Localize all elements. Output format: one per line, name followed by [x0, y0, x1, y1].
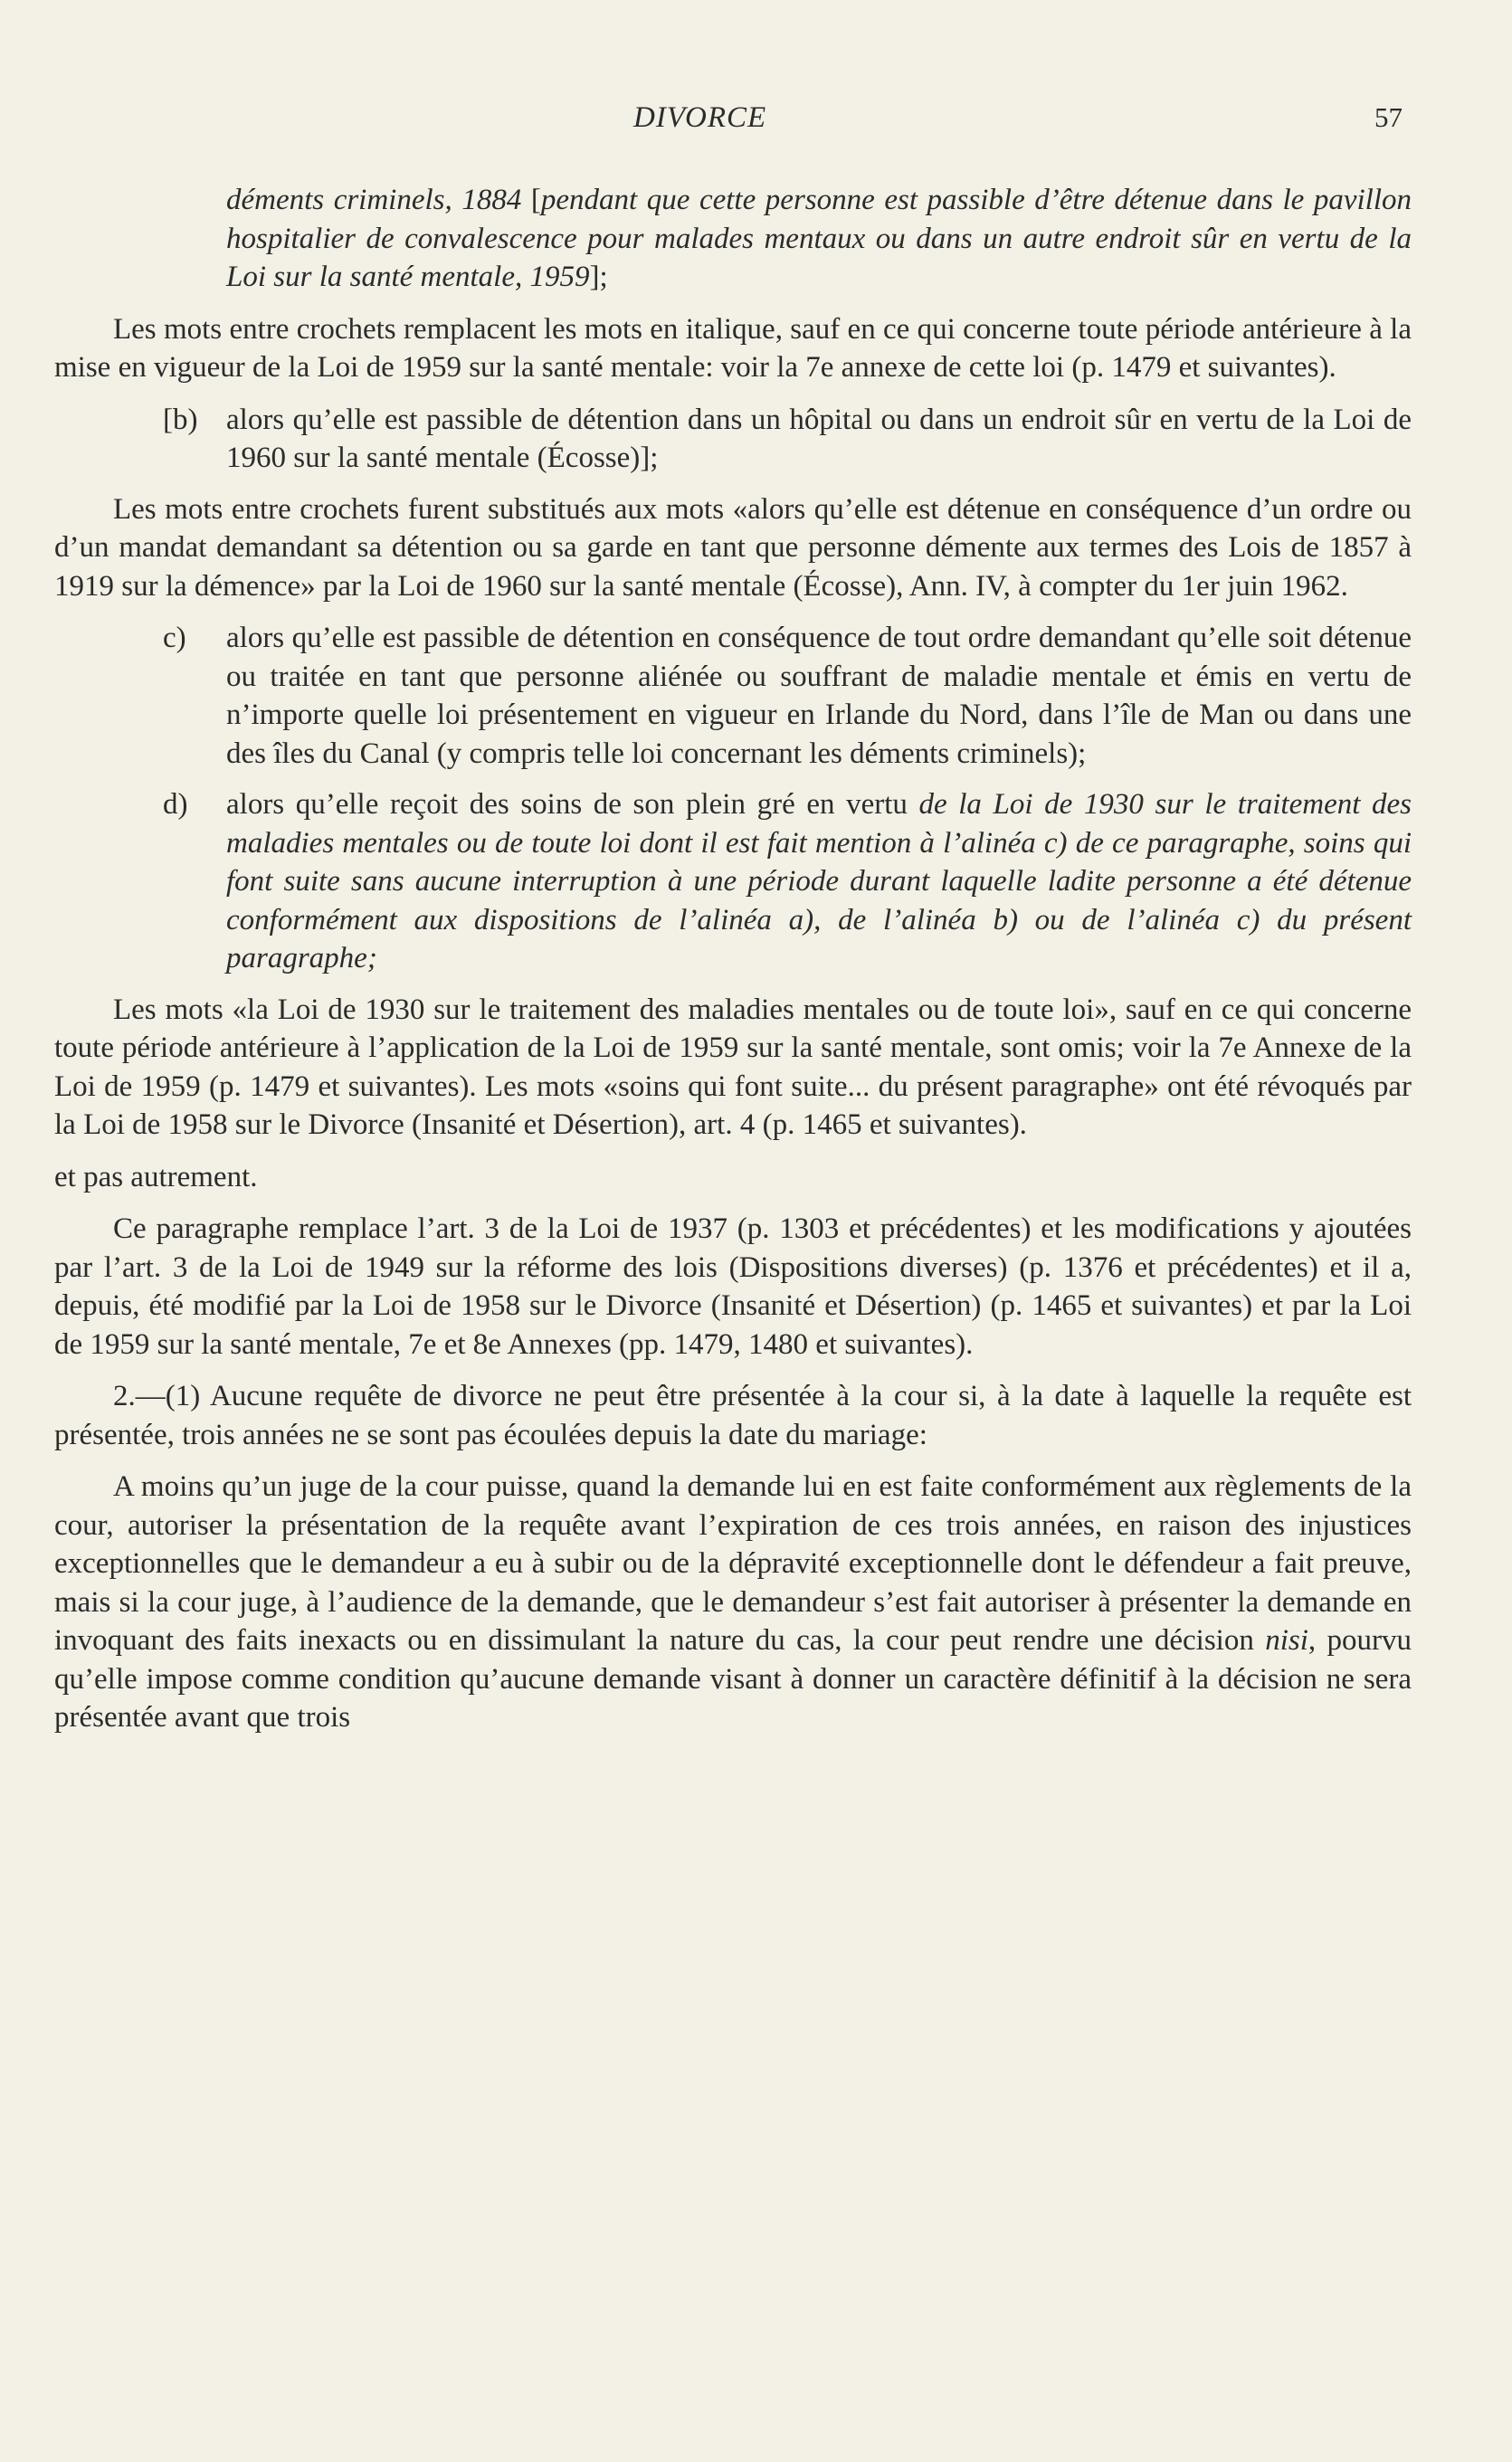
page-header: [109, 101, 1403, 147]
page-number: 57: [1374, 101, 1403, 133]
clause-b-label: [b): [163, 403, 198, 436]
statute-title: déments criminels, 1884: [226, 184, 522, 216]
clause-d-text: [226, 785, 1412, 978]
proviso-text-b: , pourvu qu’elle impose comme condition qu’aucune demande visant à donner un caractère définitif à la décision ne sera présentée avant que trois: [54, 1624, 1412, 1734]
editorial-note-3: Les mots «la Loi de 1930 sur le traitement des maladies mentales ou de toute loi», sauf en ce qui concerne toute période antérieure à l’application de la Loi de 1959 sur la santé mentale, sont omis; voir la 7e Annexe de la Loi de 1959 (p. 1479 et suivantes). Les mots «soins qui font suite... du présent paragraphe» ont été révoqués par la Loi de 1958 sur le Divorce (Insanité et Désertion), art. 4 (p. 1465 et suivantes).: [54, 993, 1412, 1141]
clause-c-label: c): [163, 622, 186, 654]
bracket-open: [: [521, 184, 541, 216]
page-body: [54, 181, 1412, 1751]
section-2-proviso: [54, 1468, 1412, 1737]
clause-b-text: alors qu’elle est passible de détention dans un hôpital ou dans un endroit sûr en vertu de la Loi de 1960 sur la santé mentale (Écosse)];: [226, 403, 1412, 474]
continued-clause: [226, 181, 1412, 297]
clause-d-text-italic: de la Loi de 1930 sur le traitement des maladies mentales ou de toute loi dont il est fait mention à l’alinéa c) de ce paragraphe, soins qui font suite sans aucune interruption à une période durant laquelle ladite personne a été détenue conformément aux dispositions de l’alinéa a), de l’alinéa b) ou de l’alinéa c) du présent paragraphe;: [226, 788, 1412, 974]
clause-c-text: alors qu’elle est passible de détention en conséquence de tout ordre demandant qu’elle soit détenue ou traitée en tant que personne aliénée ou souffrant de maladie mentale et émis en vertu de n’importe quelle loi présentement en vigueur en Irlande du Nord, dans l’île de Man ou dans une des îles du Canal (y compris telle loi concernant les déments criminels);: [226, 622, 1412, 770]
et-pas-autrement: et pas autrement.: [54, 1160, 258, 1193]
editorial-note-1: Les mots entre crochets remplacent les mots en italique, sauf en ce qui concerne toute période antérieure à la mise en vigueur de la Loi de 1959 sur la santé mentale: voir la 7e annexe de cette loi (p. 1479 et suivantes).: [54, 312, 1412, 384]
editorial-note-4: Ce paragraphe remplace l’art. 3 de la Loi de 1937 (p. 1303 et précédentes) et les modifications y ajoutées par l’art. 3 de la Loi de 1949 sur la réforme des lois (Dispositions diverses) (p. 1376 et précédentes) et il a, depuis, été modifié par la Loi de 1958 sur le Divorce (Insanité et Désertion) (p. 1465 et suivantes) et par la Loi de 1959 sur la santé mentale, 7e et 8e Annexes (pp. 1479, 1480 et suivantes).: [54, 1212, 1412, 1361]
clause-d-text-plain: alors qu’elle reçoit des soins de son plein gré en vertu: [226, 788, 919, 821]
section-2-1: 2.—(1) Aucune requête de divorce ne peut être présentée à la cour si, à la date à laquelle la requête est présentée, trois années ne se sont pas écoulées depuis la date du mariage:: [54, 1380, 1412, 1451]
proviso-text-a: A moins qu’un juge de la cour puisse, quand la demande lui en est faite conformément aux règlements de la cour, autoriser la présentation de la requête avant l’expiration de ces trois années, en raison des injustices exceptionnelles que le demandeur a eu à subir ou de la dépravité exceptionnelle dont le défendeur a fait preuve, mais si la cour juge, à l’audience de la demande, que le demandeur s’est fait autoriser à présenter la demande en invoquant des faits inexacts ou en dissimulant la nature du cas, la cour peut rendre une décision: [54, 1470, 1412, 1657]
clause-b: [163, 401, 1412, 478]
clause-d: [163, 785, 1412, 978]
editorial-note-2: Les mots entre crochets furent substitués aux mots «alors qu’elle est détenue en conséquence d’un ordre ou d’un mandat demandant sa détention ou sa garde en tant que personne démente aux termes des Lois de 1857 à 1919 sur la démence» par la Loi de 1960 sur la santé mentale (Écosse), Ann. IV, à compter du 1er juin 1962.: [54, 492, 1412, 603]
clause-c: [163, 619, 1412, 773]
bracket-close: ];: [589, 261, 608, 293]
running-title: DIVORCE: [633, 101, 767, 134]
clause-d-label: d): [163, 788, 188, 821]
proviso-nisi: nisi: [1265, 1624, 1308, 1657]
bracketed-text: pendant que cette personne est passible d’être détenue dans le pavillon hospitalier de convalescence pour malades mentaux ou dans un autre endroit sûr en vertu de la Loi sur la santé mentale, 1959: [226, 184, 1412, 293]
